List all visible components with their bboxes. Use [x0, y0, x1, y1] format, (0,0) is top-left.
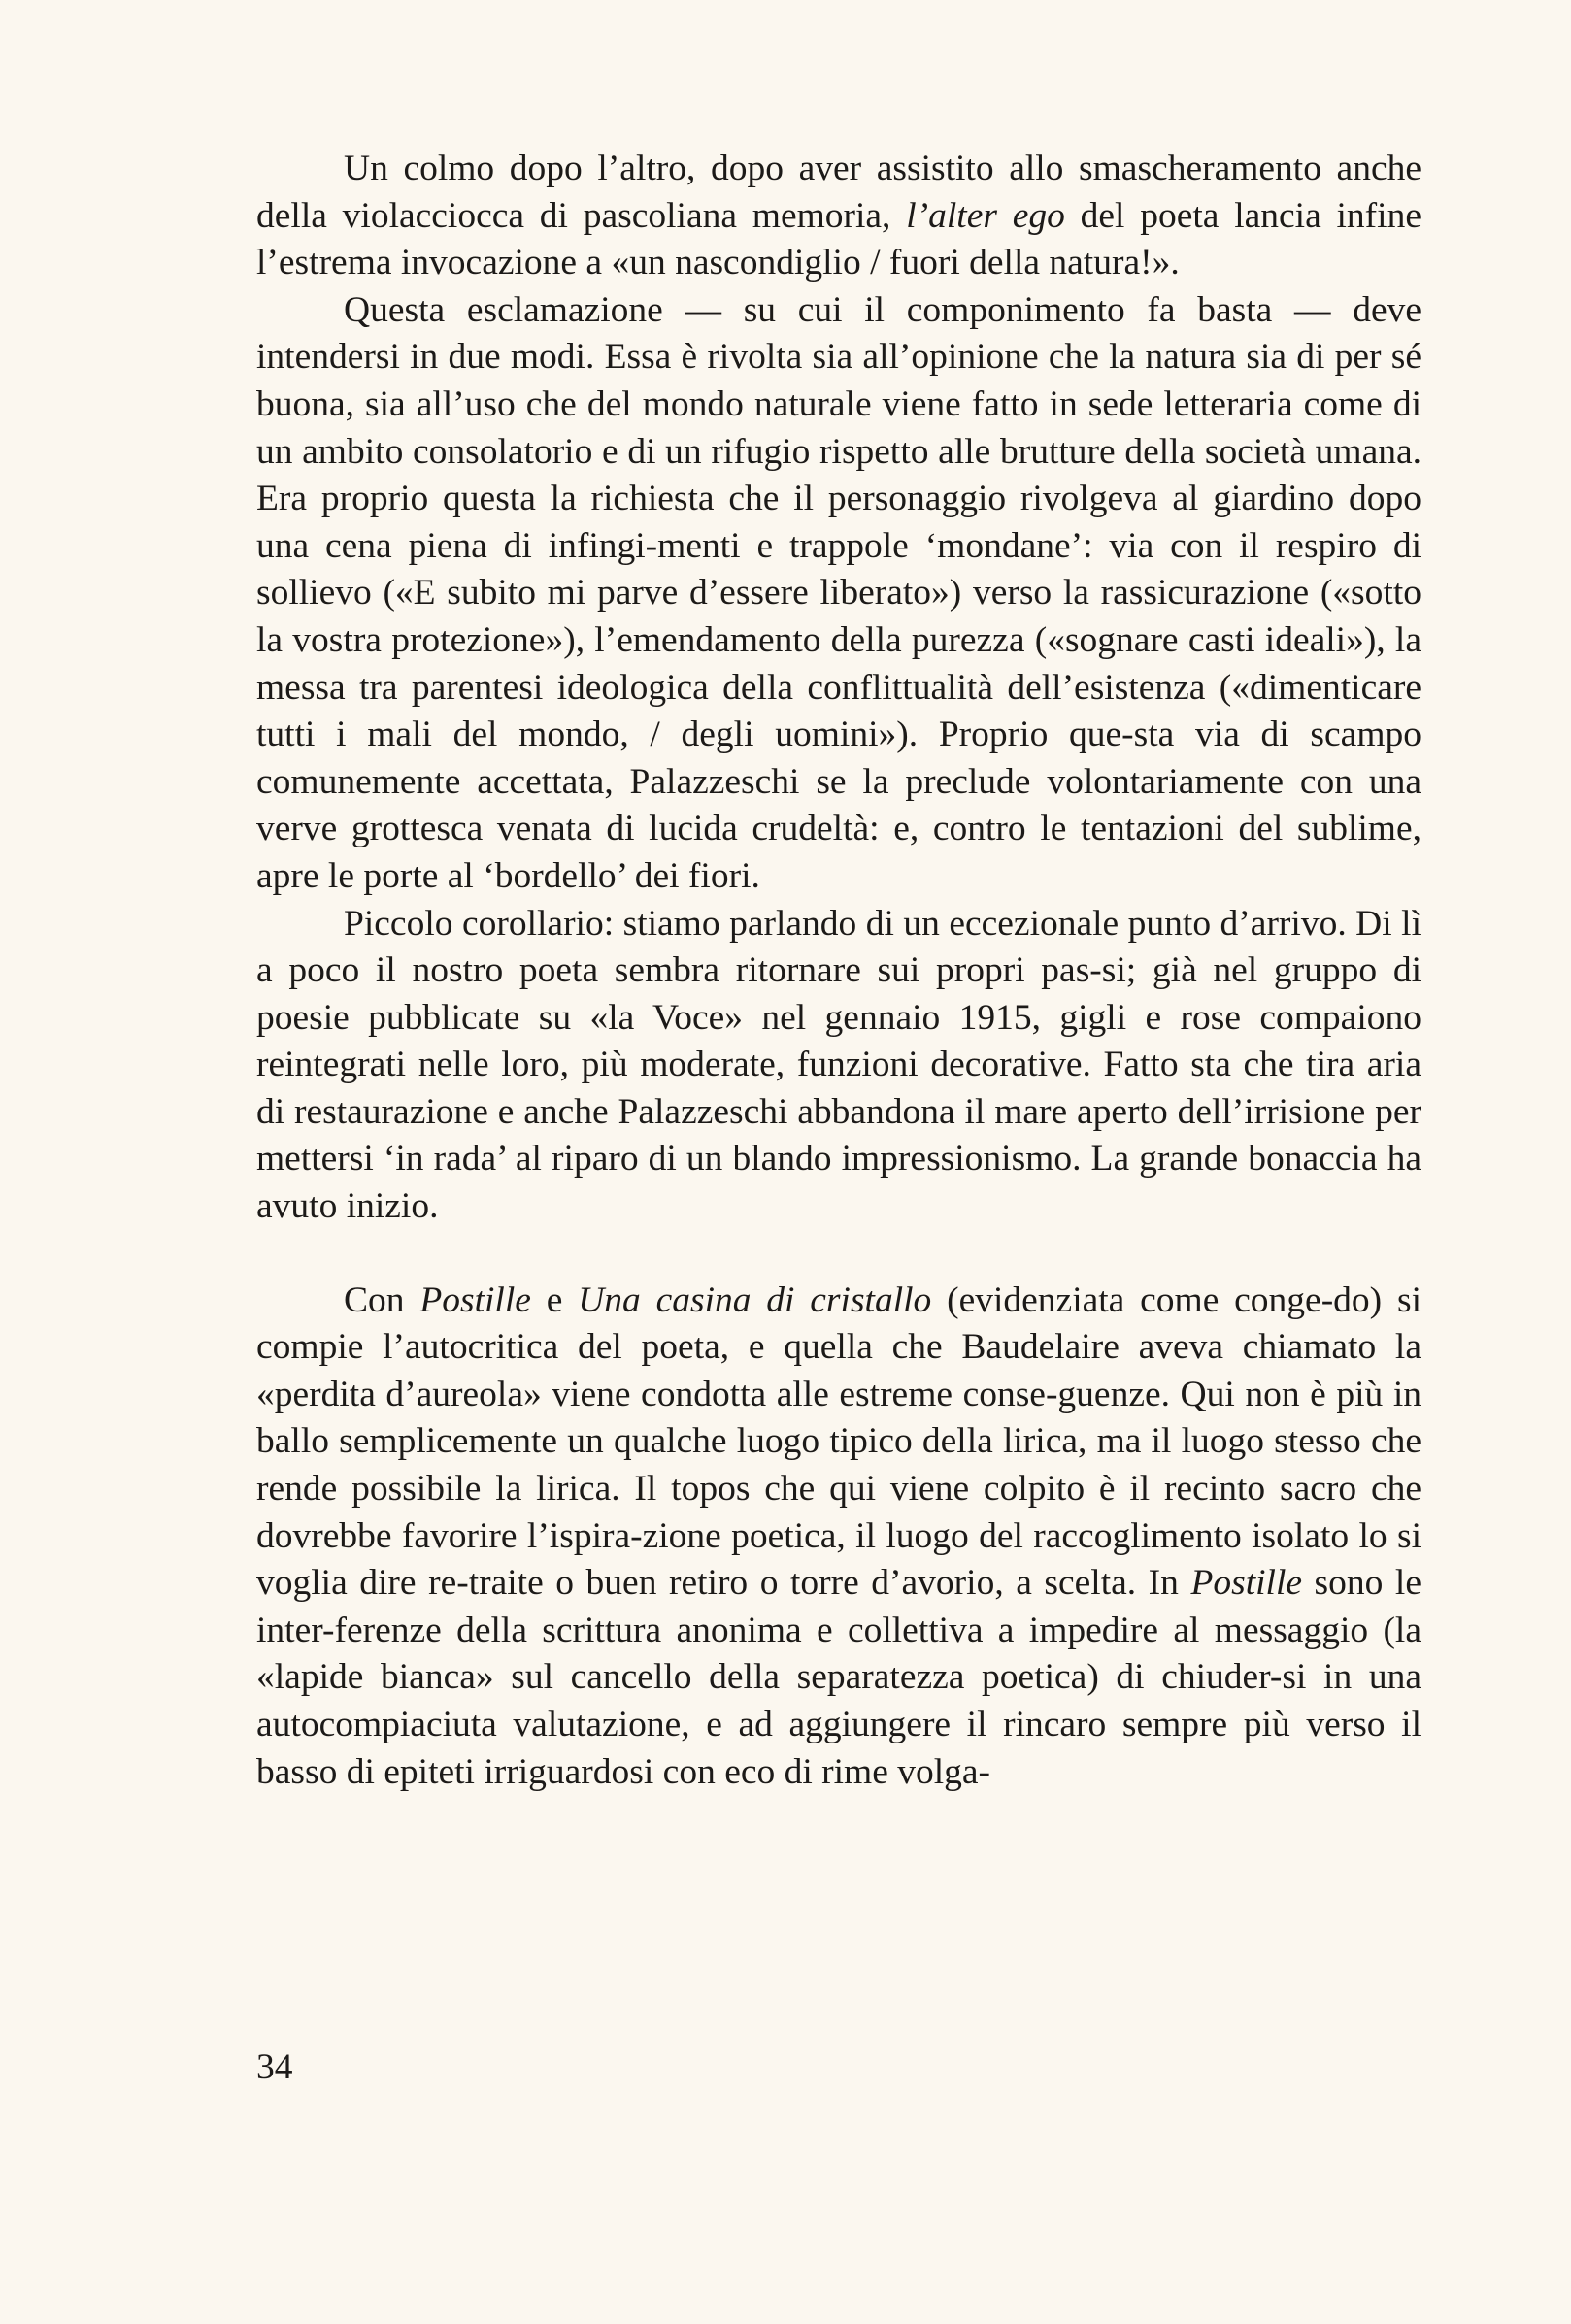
paragraph [256, 1278, 1421, 1797]
text-run: del poeta lancia infine l’estrema invocazione a «un nascondiglio / fuori della natura!». [256, 195, 1421, 283]
text-run: Un colmo dopo l’altro, dopo aver assistito allo smascheramento anche della violacciocca di pascoliana memoria, [256, 149, 1421, 236]
paragraph [256, 287, 1421, 901]
paragraph [256, 146, 1421, 287]
text-run: Questa esclamazione — su cui il componimento fa basta — deve intendersi in due modi. Essa è rivolta sia all’opinione che la natura sia di per sé buona, sia all’uso che del mondo naturale viene fatto in sede letteraria come di un ambito consolatorio e di un rifugio rispetto alle brutture della società umana. Era proprio questa la richiesta che il personaggio rivolgeva al giardino dopo una cena piena di infingi-menti e trappole ‘mondane’: via con il respiro di sollievo («E subito mi parve d’essere liberato») verso la rassicurazione («sotto la vostra protezione»), l’emendamento della purezza («sognare casti ideali»), la messa tra parentesi ideologica della conflittualità dell’esistenza («dimenticare tutti i mali del mondo, / degli uomini»). Proprio que-sta via di scampo comunemente accettata, Palazzeschi se la preclude volontariamente con una verve grottesca venata di lucida crudeltà: e, contro le tentazioni del sublime, apre le porte al ‘bordello’ dei fiori. [256, 289, 1421, 896]
italic-run: Postille [1190, 1563, 1303, 1604]
text-run: Piccolo corollario: stiamo parlando di un eccezionale punto d’arrivo. Di lì a poco il nostro poeta sembra ritornare sui propri pas-si; già nel gruppo di poesie pubblicate su «la Voce» nel gennaio 1915, gigli e rose compaiono reintegrati nelle loro, più moderate, funzioni decorative. Fatto sta che tira aria di restaurazione e anche Palazzeschi abbandona il mare aperto dell’irrisione per mettersi ‘in rada’ al riparo di un blando impressionismo. La grande bonaccia ha avuto inizio. [256, 903, 1421, 1227]
text-run: Con [344, 1279, 420, 1320]
text-run: sono le inter-ferenze della scrittura anonima e collettiva a impedire al messaggio (la «lapide bianca» sul cancello della separatezza poetica) di chiuder-si in una autocompiaciuta valutazione, e ad aggiungere il rincaro sempre più verso il basso di epiteti irriguardosi con eco di rime volga- [256, 1563, 1421, 1792]
section-break [256, 1231, 1421, 1278]
paragraph [256, 901, 1421, 1231]
text-run: e [530, 1279, 579, 1320]
body-text [256, 146, 1421, 1796]
italic-run: Postille [419, 1279, 531, 1320]
italic-run: Una casina di cristallo [578, 1279, 932, 1320]
text-section-2 [256, 1278, 1421, 1797]
text-section-1 [256, 146, 1421, 1231]
text-run: (evidenziata come conge-do) si compie l’autocritica del poeta, e quella che Baudelaire aveva chiamato la «perdita d’aureola» viene condotta alle estreme conse-guenze. Qui non è più in ballo semplicemente un qualche luogo tipico della lirica, ma il luogo stesso che rende possibile la lirica. Il topos che qui viene colpito è il recinto sacro che dovrebbe favorire l’ispira-zione poetica, il luogo del raccoglimento isolato lo si voglia dire re-traite o buen retiro o torre d’avorio, a scelta. In [256, 1279, 1421, 1604]
italic-run: l’alter ego [906, 195, 1065, 236]
page-number: 34 [256, 2047, 293, 2087]
